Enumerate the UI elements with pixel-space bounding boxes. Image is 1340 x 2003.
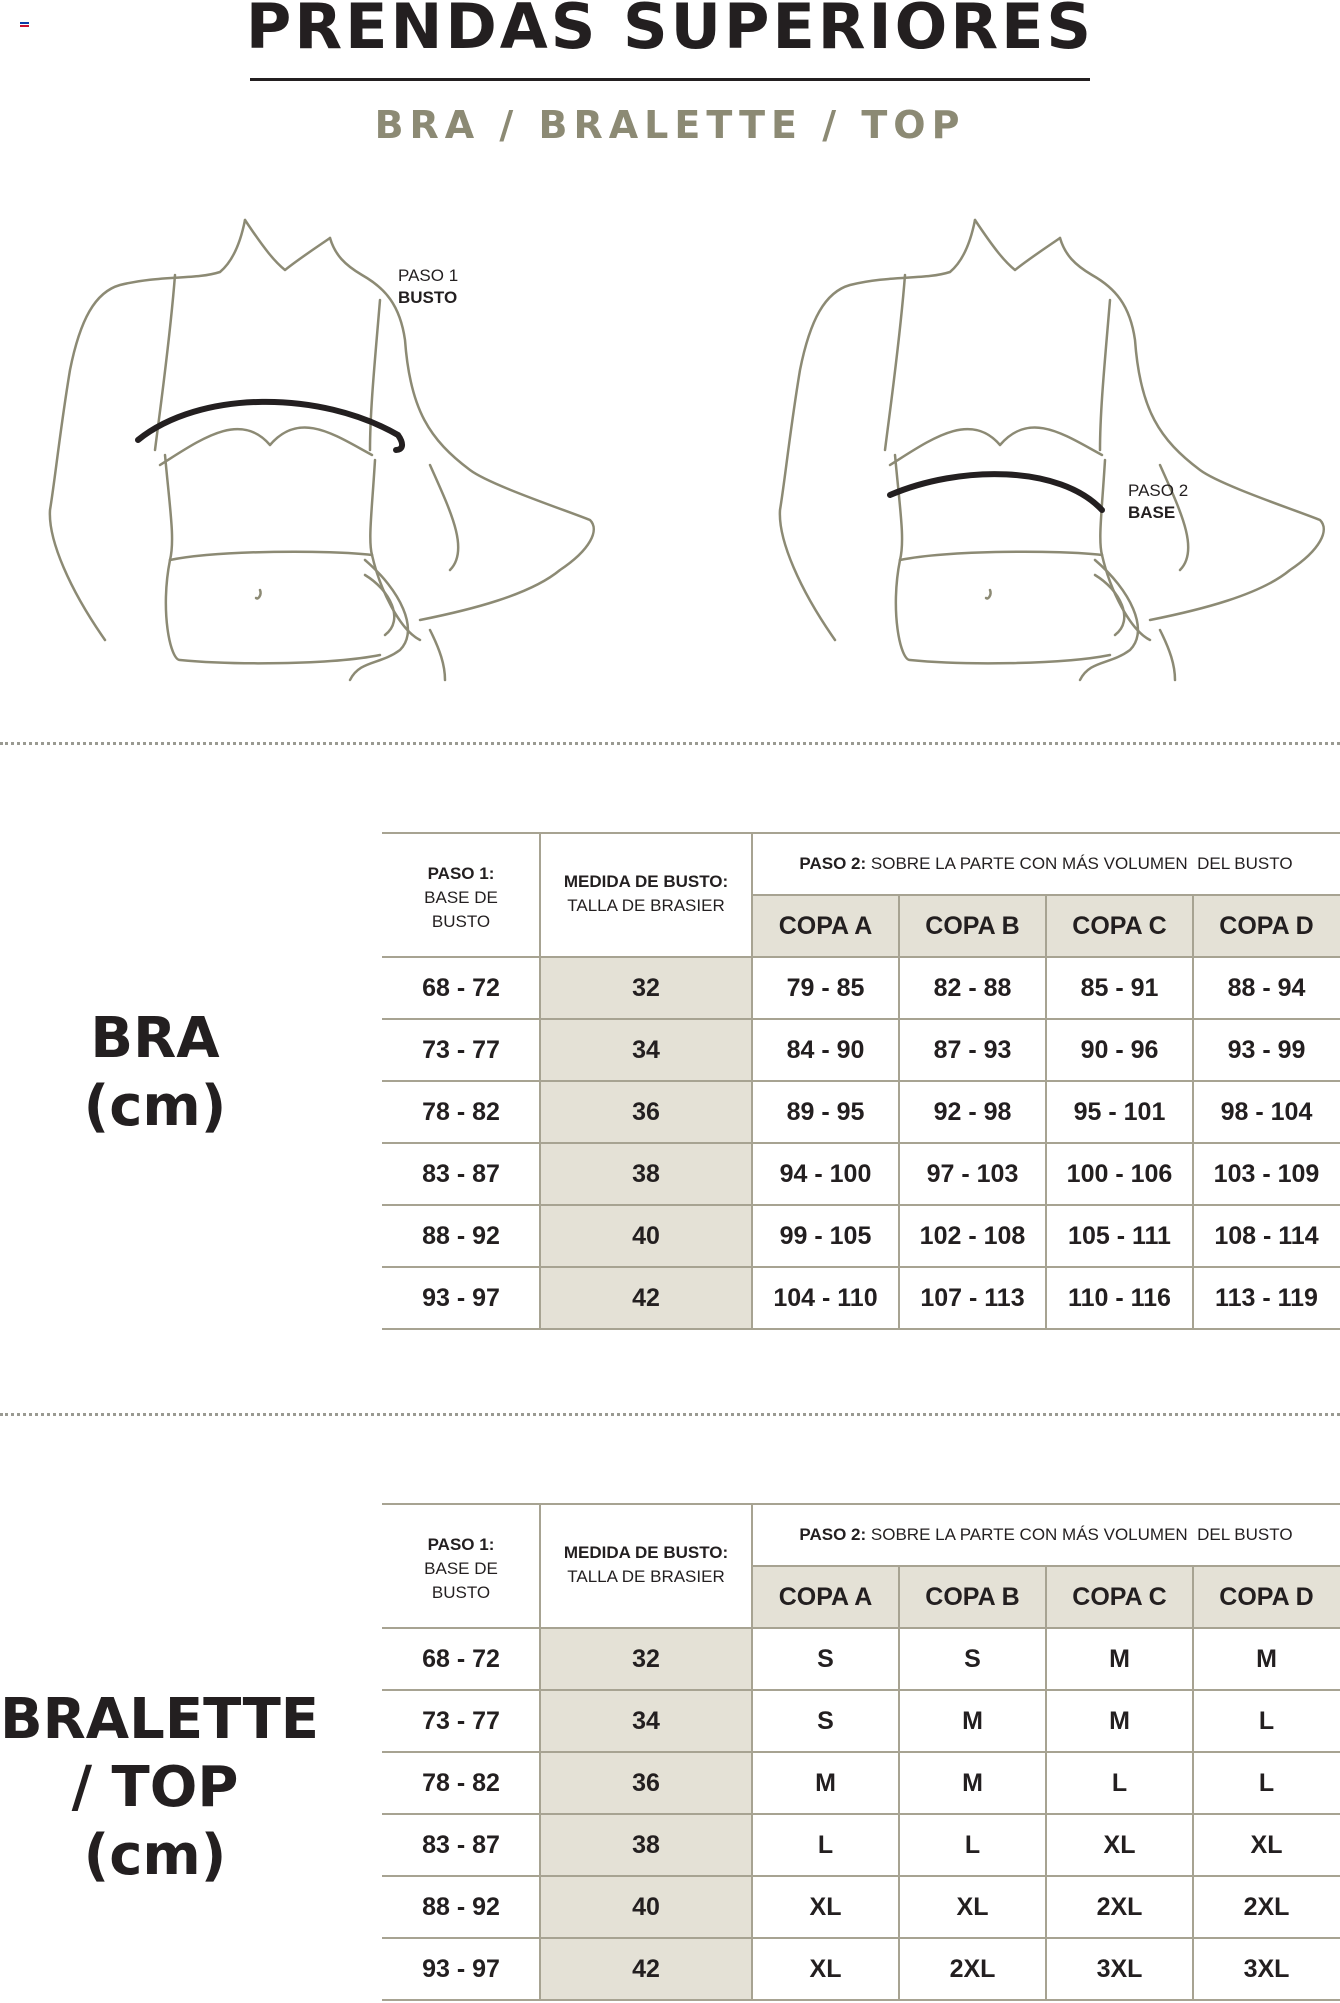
table-rule — [382, 1689, 1340, 1691]
table-cell: 73 - 77 — [422, 1707, 500, 1735]
table-row — [382, 1814, 1340, 1876]
table-cell: L — [1111, 1769, 1128, 1797]
table-rule — [1045, 1565, 1047, 2000]
table-cell: 102 - 108 — [919, 1222, 1026, 1250]
section-divider — [0, 742, 1340, 745]
table-cell: 2XL — [949, 1955, 996, 1983]
table-cell: 100 - 106 — [1066, 1160, 1173, 1188]
table-row — [382, 1205, 1340, 1267]
table-cell: 104 - 110 — [773, 1284, 878, 1312]
cup-header: COPA C — [1046, 895, 1193, 957]
table-cell: 87 - 93 — [933, 1036, 1012, 1064]
table-cell: M — [1109, 1645, 1130, 1673]
table-row — [382, 957, 1340, 1019]
table-cell: 38 — [540, 1814, 752, 1876]
table-rule — [539, 1503, 541, 2000]
table-cell: S — [817, 1707, 834, 1735]
step1-label — [398, 265, 458, 309]
table-cell: S — [817, 1645, 834, 1673]
table-cell: 88 - 94 — [1227, 974, 1306, 1002]
header-bust-cell — [540, 870, 752, 918]
table-cell: M — [962, 1769, 983, 1797]
table-cell: 83 - 87 — [422, 1160, 500, 1188]
header-step1-line: BUSTO — [431, 1583, 491, 1602]
cup-header: COPA D — [1193, 1566, 1340, 1628]
table-cell: M — [1256, 1645, 1277, 1673]
cup-header: COPA D — [1193, 895, 1340, 957]
table-cell: 73 - 77 — [422, 1036, 500, 1064]
table-cell: XL — [809, 1893, 842, 1921]
bralette-label-unit: (cm) — [83, 1823, 227, 1888]
table-cell: 93 - 99 — [1227, 1036, 1306, 1064]
header-step2-title: PASO 2: — [799, 854, 867, 873]
cup-header: COPA A — [752, 1566, 899, 1628]
bra-label-line: BRA — [90, 1006, 220, 1071]
page-subtitle: BRA / BRALETTE / TOP — [374, 103, 966, 147]
table-cell: 85 - 91 — [1080, 974, 1159, 1002]
cup-header: COPA B — [899, 895, 1046, 957]
bra-label-unit: (cm) — [83, 1074, 227, 1139]
table-cell: 40 — [540, 1205, 752, 1267]
table-cell: 3XL — [1243, 1955, 1290, 1983]
header-step1-line: BASE DE — [424, 1559, 498, 1578]
table-cell: 3XL — [1096, 1955, 1143, 1983]
table-row — [382, 1081, 1340, 1143]
step1-line2: BUSTO — [398, 288, 458, 307]
table-rule — [382, 1813, 1340, 1815]
table-row — [382, 1752, 1340, 1814]
table-cell: 88 - 92 — [422, 1893, 500, 1921]
table-cell: 95 - 101 — [1073, 1098, 1166, 1126]
table-cell: S — [964, 1645, 981, 1673]
table-cell: 98 - 104 — [1220, 1098, 1313, 1126]
table-cell: XL — [956, 1893, 989, 1921]
section-divider — [0, 1413, 1340, 1416]
figure-step2-base — [730, 210, 1340, 690]
table-rule — [382, 832, 1340, 834]
table-cell: 38 — [540, 1143, 752, 1205]
table-row — [382, 1876, 1340, 1938]
table-rule — [382, 1751, 1340, 1753]
table-cell: XL — [1103, 1831, 1136, 1859]
header-step2-cell — [752, 852, 1340, 876]
measurement-illustrations — [0, 210, 1340, 690]
table-cell: L — [1258, 1769, 1275, 1797]
table-cell: 107 - 113 — [920, 1284, 1025, 1312]
header-bust-title: MEDIDA DE BUSTO: — [563, 872, 729, 891]
header-base-cell — [382, 862, 540, 934]
table-rule — [382, 1999, 1340, 2001]
table-cell: 34 — [540, 1690, 752, 1752]
header-step2-text: SOBRE LA PARTE CON MÁS VOLUMEN DEL BUSTO — [866, 1525, 1293, 1544]
title-underline — [250, 78, 1090, 81]
header-step2-text: SOBRE LA PARTE CON MÁS VOLUMEN DEL BUSTO — [866, 854, 1293, 873]
table-cell: 2XL — [1243, 1893, 1290, 1921]
table-row — [382, 1019, 1340, 1081]
header-step1-line: BUSTO — [431, 912, 491, 931]
table-cell: 82 - 88 — [933, 974, 1012, 1002]
bralette-section-label — [0, 1686, 320, 1890]
table-rule — [1045, 894, 1047, 1329]
bralette-size-table — [382, 1503, 1340, 2003]
table-cell: M — [1109, 1707, 1130, 1735]
table-cell: 83 - 87 — [422, 1831, 500, 1859]
header-bust-cell — [540, 1541, 752, 1589]
table-rule — [382, 1080, 1340, 1082]
table-cell: 32 — [540, 1628, 752, 1690]
table-cell: 90 - 96 — [1080, 1036, 1159, 1064]
table-rule — [751, 832, 753, 1329]
table-cell: L — [817, 1831, 834, 1859]
table-cell: 42 — [540, 1267, 752, 1329]
table-cell: 105 - 111 — [1068, 1222, 1171, 1250]
table-cell: L — [1258, 1707, 1275, 1735]
table-cell: 78 - 82 — [422, 1098, 500, 1126]
header-step1-title: PASO 1: — [427, 1535, 495, 1554]
table-cell: 36 — [540, 1081, 752, 1143]
table-row — [382, 1690, 1340, 1752]
table-rule — [539, 832, 541, 1329]
table-cell: M — [815, 1769, 836, 1797]
header-bust-sub: TALLA DE BRASIER — [567, 1567, 725, 1586]
table-rule — [898, 1565, 900, 2000]
table-cell: 34 — [540, 1019, 752, 1081]
cup-header: COPA C — [1046, 1566, 1193, 1628]
table-cell: 92 - 98 — [933, 1098, 1012, 1126]
table-cell: XL — [809, 1955, 842, 1983]
table-rule — [382, 1266, 1340, 1268]
figure-step1-bust — [0, 210, 640, 690]
step2-label — [1128, 480, 1188, 524]
table-cell: 36 — [540, 1752, 752, 1814]
bralette-label-line: / TOP — [71, 1755, 239, 1820]
cup-header: COPA B — [899, 1566, 1046, 1628]
table-cell: L — [964, 1831, 981, 1859]
table-cell: 88 - 92 — [422, 1222, 500, 1250]
table-cell: 113 - 119 — [1215, 1284, 1318, 1312]
table-row — [382, 1143, 1340, 1205]
table-cell: 2XL — [1096, 1893, 1143, 1921]
bralette-label-line: BRALETTE — [0, 1687, 320, 1752]
table-rule — [1192, 1565, 1194, 2000]
header-base-cell — [382, 1533, 540, 1605]
table-cell: 84 - 90 — [786, 1036, 865, 1064]
header-step2-cell — [752, 1523, 1340, 1547]
table-cell: 94 - 100 — [779, 1160, 872, 1188]
step2-line2: BASE — [1128, 503, 1176, 522]
table-rule — [751, 1503, 753, 2000]
page-title: PRENDAS SUPERIORES — [245, 0, 1095, 63]
header-step1-title: PASO 1: — [427, 864, 495, 883]
table-cell: 97 - 103 — [926, 1160, 1019, 1188]
table-cell: 99 - 105 — [779, 1222, 872, 1250]
table-rule — [382, 1503, 1340, 1505]
table-rule — [382, 1627, 1340, 1629]
cup-header: COPA A — [752, 895, 899, 957]
table-row — [382, 1938, 1340, 2000]
table-cell: 40 — [540, 1876, 752, 1938]
table-cell: 108 - 114 — [1214, 1222, 1319, 1250]
table-cell: 42 — [540, 1938, 752, 2000]
table-rule — [382, 1328, 1340, 1330]
table-rule — [382, 1204, 1340, 1206]
step1-line1: PASO 1 — [398, 266, 459, 285]
header-step2-title: PASO 2: — [799, 1525, 867, 1544]
table-cell: 78 - 82 — [422, 1769, 500, 1797]
table-cell: 68 - 72 — [422, 974, 500, 1002]
table-cell: 103 - 109 — [1213, 1160, 1320, 1188]
table-rule — [382, 1937, 1340, 1939]
table-cell: 68 - 72 — [422, 1645, 500, 1673]
table-row — [382, 1267, 1340, 1329]
table-cell: 93 - 97 — [422, 1284, 500, 1312]
table-cell: 93 - 97 — [422, 1955, 500, 1983]
table-cell: 32 — [540, 957, 752, 1019]
step2-line1: PASO 2 — [1128, 481, 1189, 500]
table-rule — [382, 1875, 1340, 1877]
table-cell: 110 - 116 — [1068, 1284, 1171, 1312]
header-step1-line: BASE DE — [424, 888, 498, 907]
bra-size-table — [382, 832, 1340, 1332]
table-rule — [898, 894, 900, 1329]
table-cell: XL — [1250, 1831, 1283, 1859]
bra-section-label — [0, 1005, 310, 1141]
table-cell: 89 - 95 — [786, 1098, 865, 1126]
table-rule — [1192, 894, 1194, 1329]
table-row — [382, 1628, 1340, 1690]
table-cell: 79 - 85 — [786, 974, 865, 1002]
table-rule — [382, 1142, 1340, 1144]
table-rule — [382, 1018, 1340, 1020]
header-bust-title: MEDIDA DE BUSTO: — [563, 1543, 729, 1562]
table-cell: M — [962, 1707, 983, 1735]
table-rule — [382, 956, 1340, 958]
header-bust-sub: TALLA DE BRASIER — [567, 896, 725, 915]
